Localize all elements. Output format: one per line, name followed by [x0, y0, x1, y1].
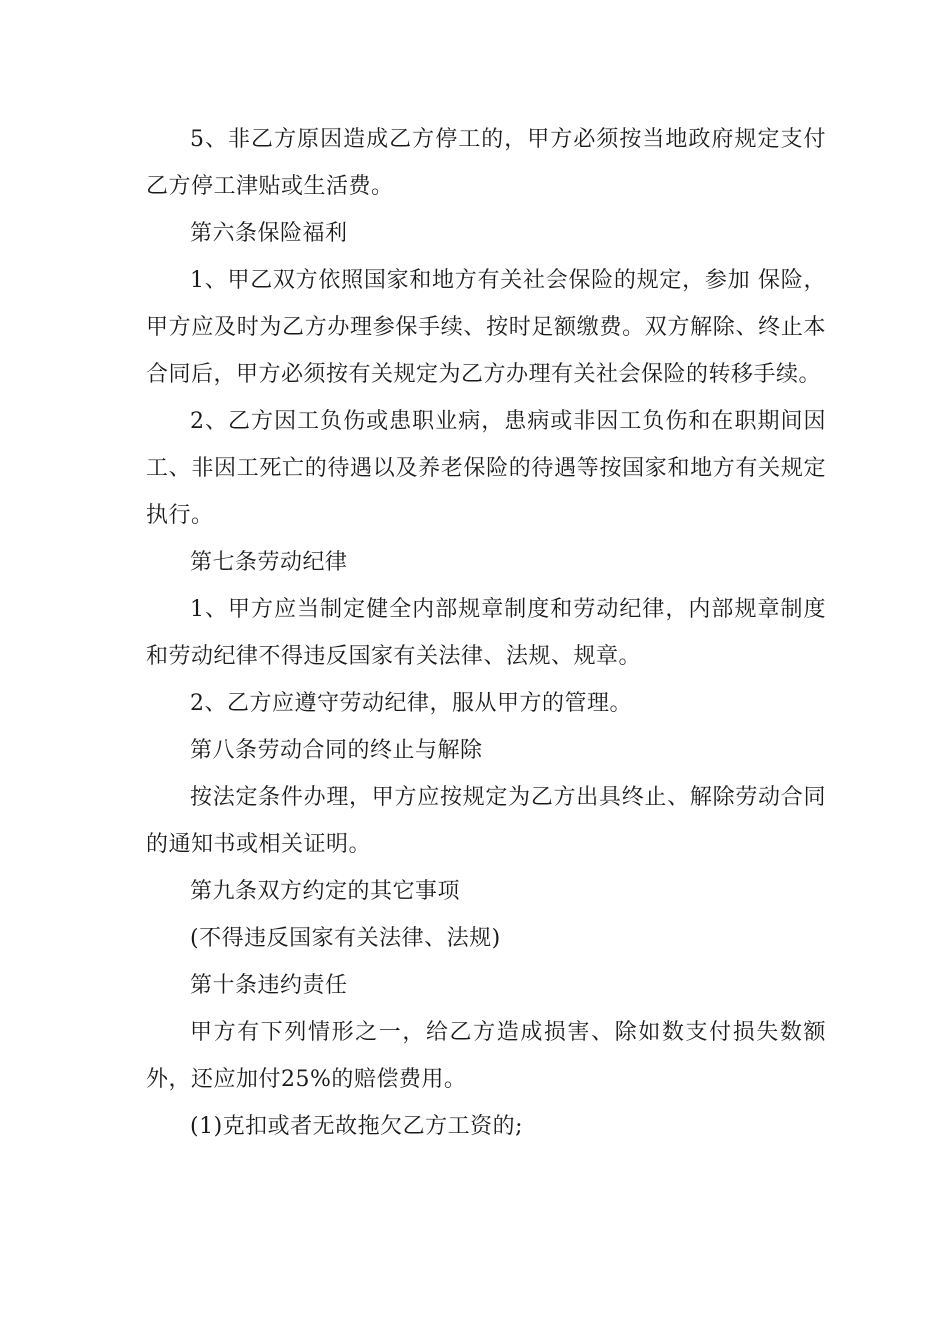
paragraph-injury-benefits: 2、乙方因工负伤或患职业病，患病或非因工负伤和在职期间因工、非因工死亡的待遇以及养老保险的待遇等按国家和地方有关规定执行。: [146, 409, 826, 528]
heading-article-7-discipline: 第七条劳动纪律: [190, 550, 348, 575]
paragraph-other-matters-note: (不得违反国家有关法律、法规): [190, 926, 501, 951]
paragraph-rules-discipline: 1、甲方应当制定健全内部规章制度和劳动纪律，内部规章制度和劳动纪律不得违反国家有关法律、法规、规章。: [146, 597, 826, 669]
paragraph-social-insurance: 1、甲乙双方依照国家和地方有关社会保险的规定，参加 保险，甲方应及时为乙方办理参保手续、按时足额缴费。双方解除、终止本合同后，甲方必须按有关规定为乙方办理有关社会保险的转移手续。: [146, 268, 826, 387]
paragraph-liability-compensation: 甲方有下列情形之一，给乙方造成损害、除如数支付损失数额外，还应加付25%的赔偿费用。: [146, 1020, 826, 1092]
heading-article-8-termination: 第八条劳动合同的终止与解除: [190, 738, 483, 763]
heading-article-10-liability: 第十条违约责任: [190, 973, 348, 998]
paragraph-obey-discipline: 2、乙方应遵守劳动纪律，服从甲方的管理。: [190, 691, 632, 716]
list-item-wage-arrears: (1)克扣或者无故拖欠乙方工资的;: [190, 1114, 524, 1139]
heading-article-6-insurance: 第六条保险福利: [190, 221, 348, 246]
document-page: [146, 116, 826, 1150]
paragraph-stoppage-allowance: 5、非乙方原因造成乙方停工的，甲方必须按当地政府规定支付乙方停工津贴或生活费。: [146, 127, 826, 199]
paragraph-termination-certificate: 按法定条件办理，甲方应按规定为乙方出具终止、解除劳动合同的通知书或相关证明。: [146, 785, 826, 857]
heading-article-9-other-matters: 第九条双方约定的其它事项: [190, 879, 461, 904]
